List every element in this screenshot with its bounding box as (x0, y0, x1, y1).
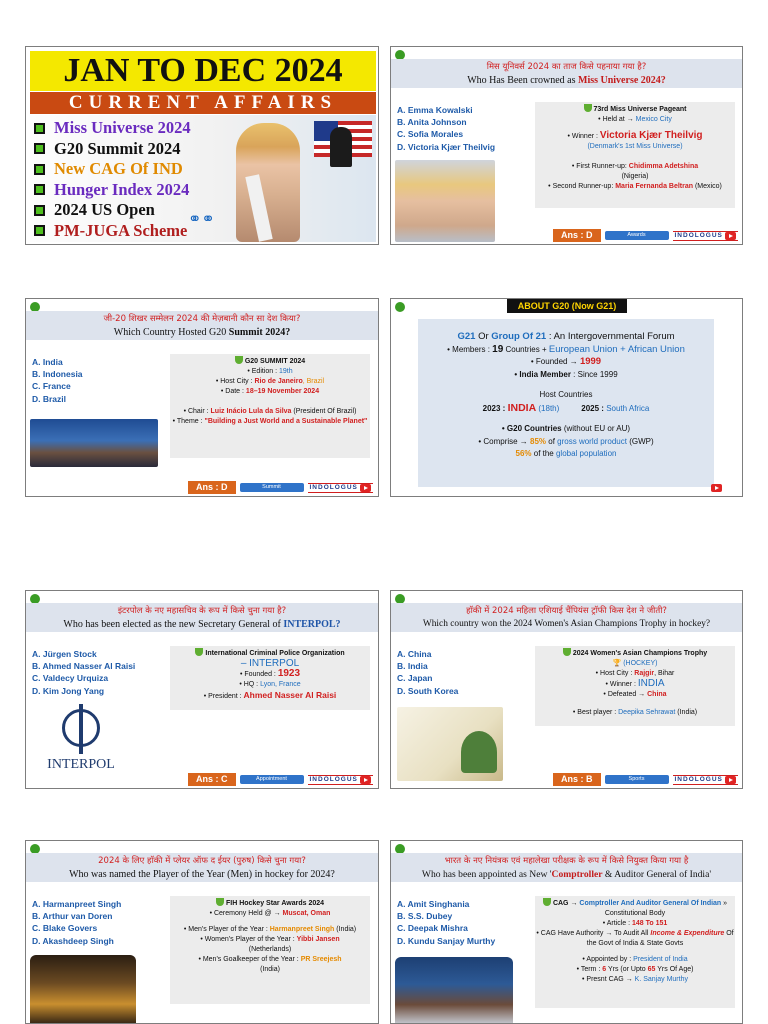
question-hindi: हॉकी में 2024 महिला एशियाई चैंपियंस ट्रॉफी किस देश ने जीती? (466, 606, 667, 616)
cover-title: JAN TO DEC 2024 (30, 51, 376, 91)
option: B. India (397, 661, 428, 672)
option: B. Ahmed Nasser Al Raisi (32, 661, 136, 672)
youtube-play-icon (360, 484, 371, 492)
politician-image (330, 127, 352, 167)
g21-info-box: G21 Or Group Of 21 : An Intergovernmental Forum • Members : 19 Countries + European Union + African Union • Founded → 1999 • India Member : Since 1999 Host Countries 2023 : INDIA (18th) 2025 : South Africa • G20 Countries (without EU or AU) • Comprise → 85% of gross world product (GWP) 56% of the global population (418, 319, 714, 487)
info-box: FIH Hockey Star Awards 2024 • Ceremony Held @ → Muscat, Oman • Men's Player of the Year : Harmanpreet Singh (India) • Women's Player of the Year : Yibbi Jansen (Netherlands) • Men's Goalkeeper of the Year : PR Sreejesh (India) (170, 896, 370, 1004)
info-box: 73rd Miss Universe Pageant • Held at → Mexico City • Winner : Victoria Kjær Theilvig (Denmark's 1st Miss Universe) • First Runner-up: Chidimma Adetshina (Nigeria) • Second Runner-up: Maria Fernanda Beltran (Mexico) (535, 102, 735, 208)
category-pill: Summit (240, 483, 304, 492)
badge-icon (584, 104, 592, 112)
youtube-play-icon (725, 776, 736, 784)
slide-footer (553, 229, 738, 242)
option: B. Indonesia (32, 369, 83, 380)
option: C. Deepak Mishra (397, 923, 468, 934)
question-english: Who was named the Player of the Year (Men) in hockey for 2024? (69, 869, 335, 880)
youtube-play-icon (711, 484, 722, 492)
slide-footer (188, 773, 373, 786)
trophy-icon: 🏆 (612, 660, 622, 667)
option: A. China (397, 649, 432, 659)
checkbox-icon (34, 164, 45, 175)
question-hindi: भारत के नए नियंत्रक एवं महालेखा परीक्षक के रूप में किसे नियुक्त किया गया है (444, 856, 689, 866)
question-band (391, 603, 742, 632)
cover-subtitle: CURRENT AFFAIRS (30, 92, 376, 114)
badge-icon (543, 898, 551, 906)
quiz-slide-womens-hockey (390, 590, 743, 789)
option: D. Kundu Sanjay Murthy (397, 935, 496, 946)
options-list (32, 356, 83, 405)
checkbox-icon (34, 225, 45, 236)
checkbox-icon (34, 123, 45, 134)
slide-footer (553, 773, 738, 786)
question-band (26, 603, 378, 632)
options-list (397, 104, 495, 153)
cover-body (30, 115, 376, 242)
cover-topic: 2024 US Open (34, 200, 191, 221)
question-hindi: जी-20 शिखर सम्मेलन 2024 की मेज़बानी कौन सा देश किया? (103, 314, 301, 324)
winner-poster (30, 955, 136, 1024)
summit-photo (30, 419, 158, 467)
info-slide-g21 (390, 298, 743, 497)
slide-footer (711, 481, 722, 494)
bihar-trophy-logo (397, 707, 503, 781)
brand-logo: INDOLOGUS (308, 775, 373, 785)
quiz-slide-hockey-player (25, 840, 379, 1024)
question-band (391, 853, 742, 882)
info-box: CAG → Comptroller And Auditor General Of Indian » Constitutional Body • Article : 148 To 151 • CAG Have Authority → To Audit All Income & Expenditure Of the Govt of India & State Govts • Appointed by : President of India • Term : 6 Yrs (or Upto 65 Yrs Of Age) • Presnt CAG → K. Sanjay Murthy (535, 896, 735, 1008)
badge-icon (235, 356, 243, 364)
info-box: International Criminal Police Organization – INTERPOL • Founded : 1923 • HQ : Lyon, France • President : Ahmed Nasser Al Raisi (170, 646, 370, 710)
options-list (32, 648, 135, 697)
cover-topic: Miss Universe 2024 (34, 118, 191, 139)
option: C. Japan (397, 673, 433, 684)
cover-topic-list (34, 118, 191, 241)
option: C. Sofia Morales (397, 129, 464, 140)
answer-badge: Ans : C (188, 773, 236, 786)
quiz-slide-interpol (25, 590, 379, 789)
option: A. Amit Singhania (397, 899, 470, 909)
quiz-slide-cag (390, 840, 743, 1024)
options-list (397, 648, 458, 697)
answer-badge: Ans : B (553, 773, 601, 786)
option: B. Arthur van Doren (32, 911, 113, 922)
quiz-slide-miss-universe (390, 46, 743, 245)
question-english: Who has been appointed as New 'Comptroller & Auditor General of India' (421, 869, 712, 880)
youtube-play-icon (725, 232, 736, 240)
g21-header: ABOUT G20 (Now G21) (507, 299, 627, 313)
answer-badge: Ans : D (553, 229, 601, 242)
option: C. France (32, 381, 71, 392)
cover-topic: PM-JUGA Scheme (34, 221, 191, 242)
question-english: Which Country Hosted G20 Summit 2024? (113, 327, 291, 338)
info-box: G20 SUMMIT 2024 • Edition : 19th • Host City : Rio de Janeiro, Brazil • Date : 18–19 November 2024 • Chair : Luiz Inácio Lula da Silva (President Of Brazil) • Theme : "Building a Just World and a Sustainable Planet" (170, 354, 370, 458)
category-pill: Awards (605, 231, 669, 240)
checkbox-icon (34, 205, 45, 216)
option: D. Brazil (32, 393, 67, 404)
answer-badge: Ans : D (188, 481, 236, 494)
brand-logo: INDOLOGUS (673, 775, 738, 785)
question-hindi: मिस यूनिवर्स 2024 का ताज किसे पहनाया गया है? (486, 62, 647, 72)
cag-photo (395, 957, 513, 1024)
winner-photo (395, 160, 495, 242)
question-band (26, 853, 378, 882)
leaf-icon (395, 302, 405, 312)
option: C. Valdecy Urquiza (32, 673, 109, 684)
info-box: 2024 Women's Asian Champions Trophy 🏆 (HOCKEY) • Host City : Rajgir, Bihar • Winner : INDIA • Defeated → China • Best player : Deepika Sehrawat (India) (535, 646, 735, 726)
checkbox-icon (34, 184, 45, 195)
question-band (391, 59, 742, 88)
question-english: Which country won the 2024 Women's Asian Champions Trophy in hockey? (422, 619, 711, 629)
option: D. Kim Jong Yang (32, 685, 105, 696)
category-pill: Sports (605, 775, 669, 784)
category-pill: Appointment (240, 775, 304, 784)
question-hindi: 2024 के लिए हॉकी में प्लेयर ऑफ द ईयर (पुरुष) किसे चुना गया? (98, 856, 306, 866)
option: D. Victoria Kjær Theilvig (397, 141, 496, 152)
badge-icon (195, 648, 203, 656)
option: B. Anita Johnson (397, 117, 467, 128)
question-hindi: इंटरपोल के नए महासचिव के रूप में किसे चुना गया है? (117, 606, 287, 616)
badge-icon (563, 648, 571, 656)
question-english: Who Has Been crowned as Miss Universe 2024? (467, 75, 666, 86)
cover-slide (25, 46, 379, 245)
quiz-slide-g20 (25, 298, 379, 497)
option: D. South Korea (397, 685, 459, 696)
options-list (32, 898, 121, 947)
option: A. Emma Kowalski (397, 105, 473, 115)
slide-footer (188, 481, 373, 494)
brand-logo: INDOLOGUS (308, 483, 373, 493)
option: A. Jürgen Stock (32, 649, 97, 659)
youtube-play-icon (360, 776, 371, 784)
option: A. India (32, 357, 63, 367)
option: C. Blake Govers (32, 923, 98, 934)
option: D. Akashdeep Singh (32, 935, 114, 946)
option: A. Harmanpreet Singh (32, 899, 122, 909)
olympic-rings-icon: ⚭⚭ (188, 211, 215, 228)
cover-topic: Hunger Index 2024 (34, 180, 191, 201)
brand-logo: INDOLOGUS (673, 231, 738, 241)
cover-topic: New CAG Of IND (34, 159, 191, 180)
cover-topic: G20 Summit 2024 (34, 139, 191, 160)
question-english: Who has been elected as the new Secretary General of INTERPOL? (63, 619, 341, 630)
badge-icon (216, 898, 224, 906)
checkbox-icon (34, 143, 45, 154)
options-list (397, 898, 495, 947)
interpol-logo: INTERPOL (36, 703, 126, 783)
option: B. S.S. Dubey (397, 911, 453, 922)
question-band (26, 311, 378, 340)
